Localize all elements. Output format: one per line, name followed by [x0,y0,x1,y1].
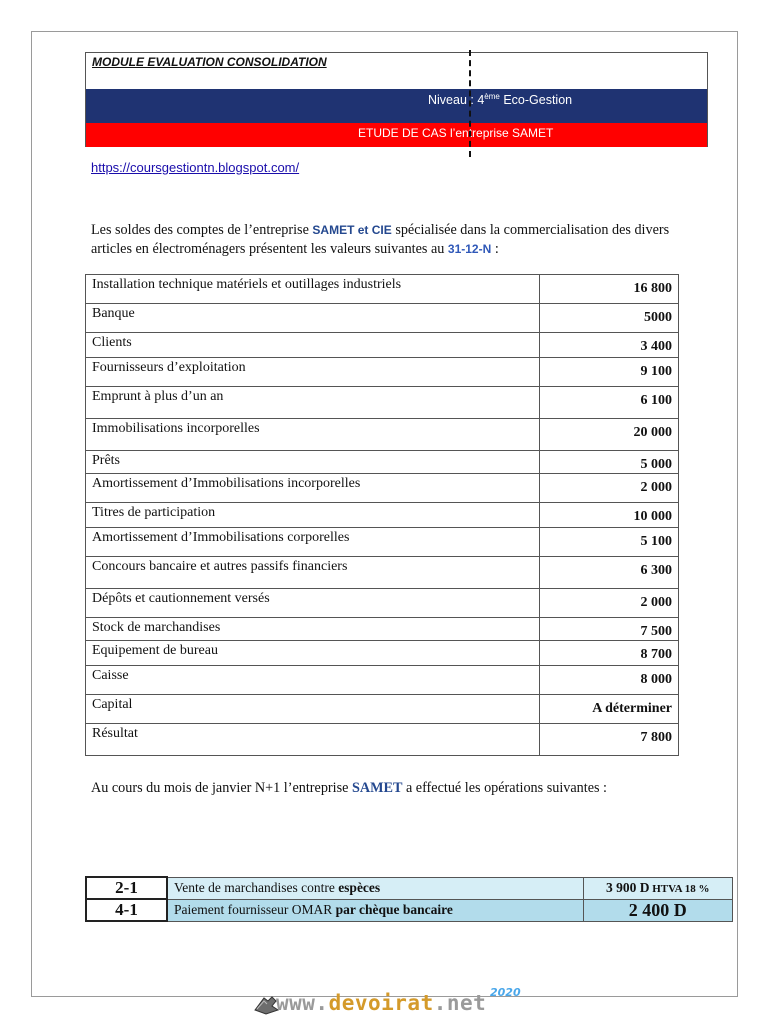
table-row [86,641,679,666]
level-suffix: Eco-Gestion [499,93,573,107]
account-amount: 7 500 [540,618,679,641]
table-row [86,695,679,724]
header-level-row [86,89,707,123]
intro-date: 31-12-N [447,242,492,256]
account-label: Equipement de bureau [86,641,540,666]
operations-table [85,876,733,922]
ops-intro-part1: Au cours du mois de janvier N+1 l’entreprise [91,780,352,796]
account-label: Banque [86,304,540,333]
header-title-row [86,53,707,89]
table-row [86,419,679,451]
footer-watermark [252,986,532,1022]
case-title: ETUDE DE CAS l’entreprise SAMET [358,126,554,140]
table-row [86,387,679,419]
table-row [86,666,679,695]
intro-part3: : [491,241,499,257]
table-row [86,451,679,474]
account-amount: 5 100 [540,528,679,557]
operation-description [167,899,583,921]
account-label: Fournisseurs d’exploitation [86,358,540,387]
intro-part1: Les soldes des comptes de l’entreprise [91,222,313,238]
footer-brand: devoirat [328,991,434,1015]
operations-intro [91,780,607,797]
account-label: Prêts [86,451,540,474]
account-amount: 6 300 [540,557,679,589]
table-row [86,275,679,304]
module-header [85,52,708,147]
account-amount: 20 000 [540,419,679,451]
dashed-divider [469,50,471,157]
account-amount: 8 000 [540,666,679,695]
footer-prefix: www. [276,991,329,1015]
account-amount: A déterminer [540,695,679,724]
table-row [86,503,679,528]
account-label: Caisse [86,666,540,695]
operation-value-note: HTVA 18 % [649,883,710,895]
account-label: Stock de marchandises [86,618,540,641]
footer-site [276,991,486,1015]
operation-desc-bold: par chèque bancaire [335,902,453,917]
operation-desc-text: Vente de marchandises contre [174,880,339,895]
account-amount: 10 000 [540,503,679,528]
table-row [86,557,679,589]
account-label: Capital [86,695,540,724]
account-label: Clients [86,333,540,358]
account-label: Amortissement d’Immobilisations corporelles [86,528,540,557]
footer-suffix: .net [433,991,487,1015]
operation-desc-bold: espèces [338,880,381,895]
ops-intro-part2: a effectué les opérations suivantes : [402,780,608,796]
ops-intro-company: SAMET [351,780,403,796]
operation-description [167,877,583,899]
operation-number: 4-1 [86,899,167,921]
account-amount: 9 100 [540,358,679,387]
balances-table [85,274,679,756]
account-label: Dépôts et cautionnement versés [86,589,540,618]
blog-link[interactable]: https://coursgestiontn.blogspot.com/ [91,160,300,175]
table-row [86,724,679,756]
account-amount: 5000 [540,304,679,333]
operation-number: 2-1 [86,877,167,899]
level-sup: ème [484,92,500,101]
table-row [86,304,679,333]
account-amount: 7 800 [540,724,679,756]
module-title: MODULE EVALUATION CONSOLIDATION [92,55,327,69]
operation-row [86,877,733,899]
account-amount: 3 400 [540,333,679,358]
table-row [86,358,679,387]
account-amount: 8 700 [540,641,679,666]
table-row [86,474,679,503]
account-label: Installation technique matériels et outillages industriels [86,275,540,304]
intro-paragraph [91,221,681,259]
level-label [428,92,572,107]
table-row [86,589,679,618]
account-amount: 6 100 [540,387,679,419]
account-amount: 16 800 [540,275,679,304]
operation-row [86,899,733,921]
level-prefix: Niveau : 4 [428,93,485,107]
operation-desc-text: Paiement fournisseur OMAR [174,902,336,917]
table-row [86,333,679,358]
table-row [86,618,679,641]
account-amount: 2 000 [540,589,679,618]
header-case-row [86,123,707,147]
account-label: Concours bancaire et autres passifs financiers [86,557,540,589]
operation-value: 2 400 D [628,899,687,920]
operation-amount [583,899,733,921]
account-label: Immobilisations incorporelles [86,419,540,451]
account-amount: 5 000 [540,451,679,474]
operation-amount [583,877,733,899]
account-label: Amortissement d’Immobilisations incorporelles [86,474,540,503]
intro-part2: spécialisée dans la commercialisation des divers articles en électroménagers présentent les valeurs suivantes au [91,222,670,257]
footer-year: 2020 [490,986,521,999]
table-row [86,528,679,557]
intro-company: SAMET et CIE [312,223,392,237]
account-label: Résultat [86,724,540,756]
operation-value: 3 900 D [605,880,650,895]
account-amount: 2 000 [540,474,679,503]
account-label: Emprunt à plus d’un an [86,387,540,419]
account-label: Titres de participation [86,503,540,528]
